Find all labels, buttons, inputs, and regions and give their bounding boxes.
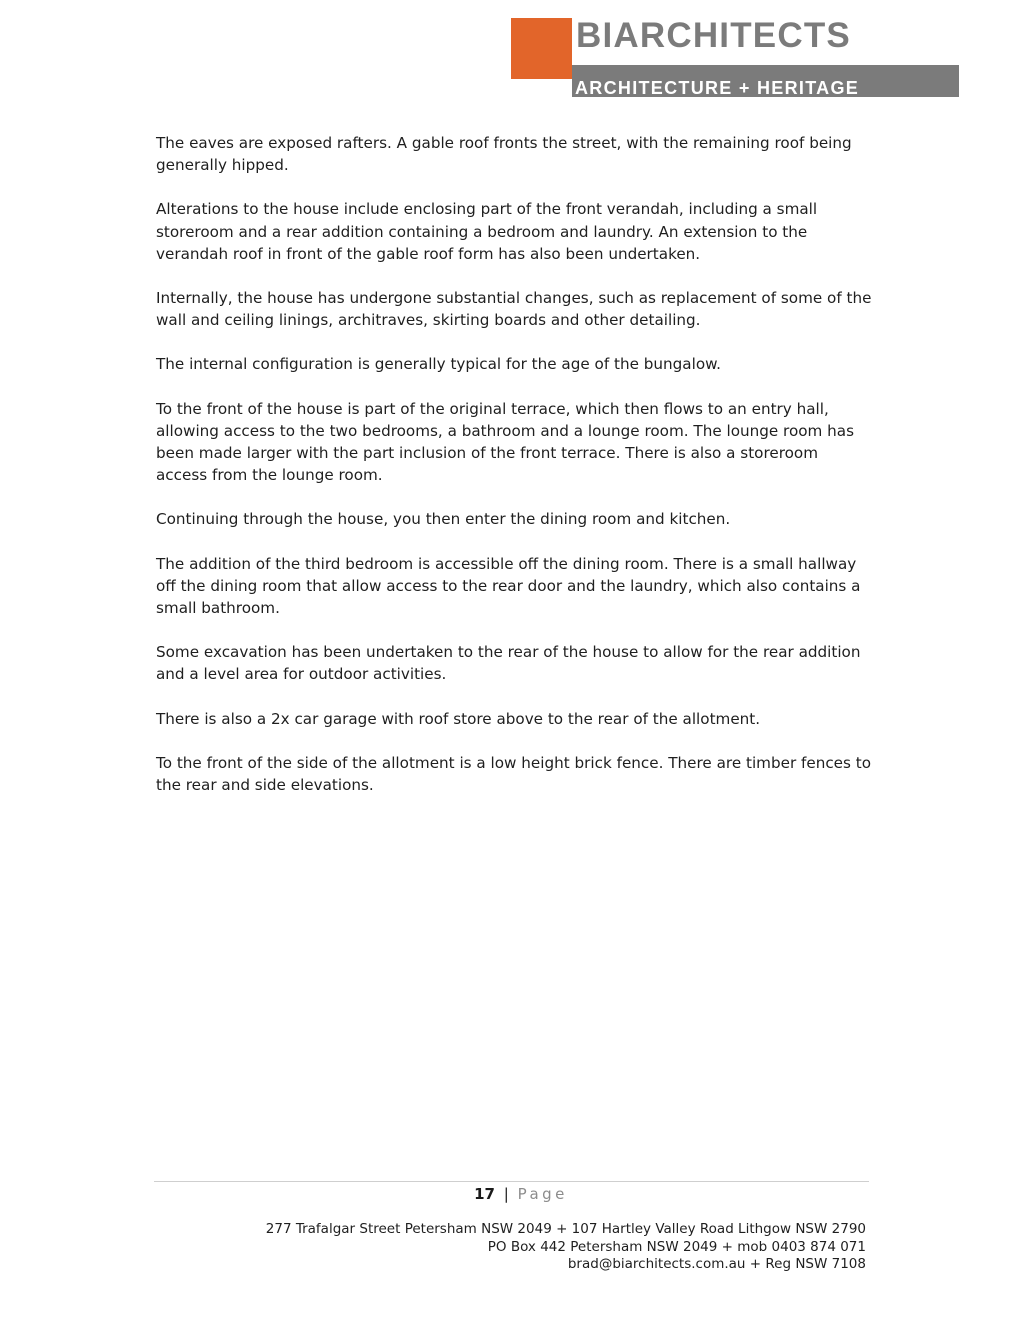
body-paragraph: To the front of the house is part of the original terrace, which then flows to an entry hall, allowing access to the two bedrooms, a bathroom and a lounge room. The lounge room has been made larger with the part inclusion of the front terrace. There is also a storeroom access from the lounge room.	[156, 399, 855, 485]
footer-address	[200, 1221, 866, 1274]
page-word: Page	[517, 1185, 568, 1203]
page-separator: |	[503, 1185, 509, 1203]
body-paragraph: There is also a 2x car garage with roof store above to the rear of the allotment.	[156, 709, 761, 728]
company-logo	[511, 18, 959, 98]
address-line: 277 Trafalgar Street Petersham NSW 2049 + 107 Hartley Valley Road Lithgow NSW 2790	[265, 1221, 866, 1237]
body-paragraph: To the front of the side of the allotment is a low height brick fence. There are timber fences to the rear and side elevations.	[156, 753, 872, 795]
logo-orange-square	[511, 18, 572, 79]
logo-tagline: ARCHITECTURE + HERITAGE	[575, 78, 860, 98]
page-number-label	[0, 1184, 1024, 1204]
logo-company-name: BIARCHITECTS	[576, 18, 851, 48]
body-paragraph: Continuing through the house, you then enter the dining room and kitchen.	[156, 510, 731, 529]
body-paragraph: The internal configuration is generally typical for the age of the bungalow.	[156, 355, 721, 374]
body-paragraph: The eaves are exposed rafters. A gable roof fronts the street, with the remaining roof being generally hipped.	[156, 134, 852, 175]
page-number: 17	[474, 1185, 495, 1203]
body-paragraph: Internally, the house has undergone substantial changes, such as replacement of some of the wall and ceiling linings, architraves, skirting boards and other detailing.	[156, 289, 872, 330]
document-body	[156, 132, 872, 818]
body-paragraph: Alterations to the house include enclosing part of the front verandah, including a small storeroom and a rear addition containing a bedroom and laundry. An extension to the verandah roof in front of the gable roof form has also been undertaken.	[156, 200, 818, 263]
footer-divider	[154, 1181, 869, 1182]
address-line: PO Box 442 Petersham NSW 2049 + mob 0403 874 071	[487, 1238, 866, 1255]
body-paragraph: Some excavation has been undertaken to the rear of the house to allow for the rear addition and a level area for outdoor activities.	[156, 643, 861, 684]
address-line: brad@biarchitects.com.au + Reg NSW 7108	[567, 1256, 866, 1272]
body-paragraph: The addition of the third bedroom is accessible off the dining room. There is a small hallway off the dining room that allow access to the rear door and the laundry, which also contains a small bathroom.	[156, 554, 861, 618]
